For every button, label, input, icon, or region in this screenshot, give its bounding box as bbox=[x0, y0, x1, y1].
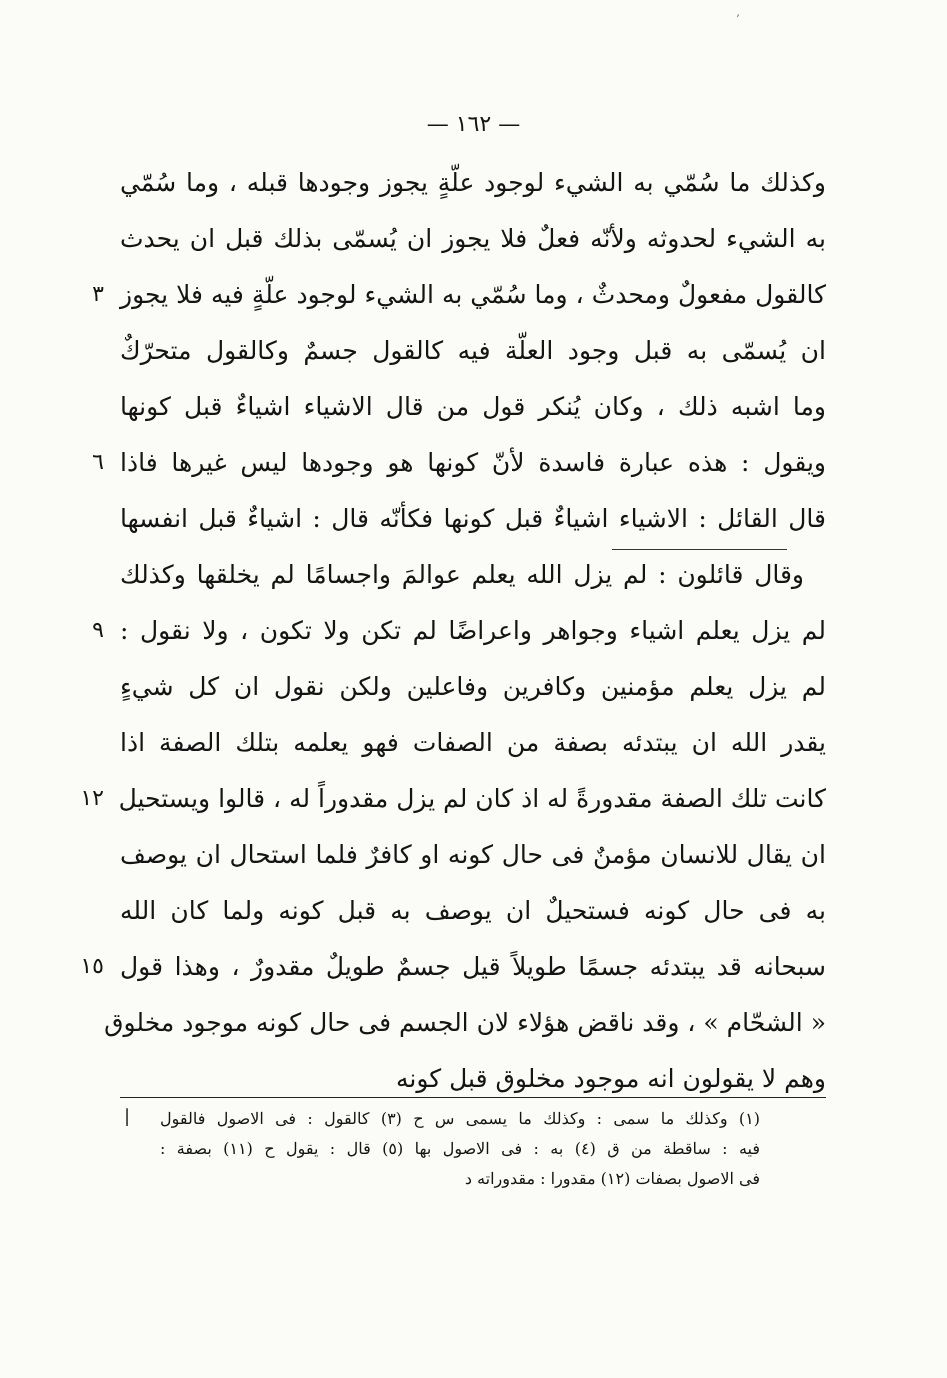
footnote-line: فى الاصول بصفات (١٢) مقدورا : مقدوراته د bbox=[464, 1169, 760, 1188]
text-line bbox=[92, 435, 826, 491]
line-text: وكذلك ما سُمّي به الشيء لوجود علّةٍ يجوز وجودها قبله ، وما سُمّي bbox=[120, 168, 826, 197]
text-line bbox=[120, 323, 826, 379]
line-text: وهم لا يقولون انه موجود مخلوق قبل كونه bbox=[395, 1064, 826, 1093]
footnote-bar: | bbox=[124, 1106, 131, 1127]
text-line bbox=[120, 155, 826, 211]
section-separator bbox=[612, 549, 787, 550]
line-number: ٣ bbox=[92, 282, 104, 307]
text-line-last bbox=[120, 1051, 826, 1107]
text-line bbox=[92, 603, 826, 659]
line-text: لم يزل يعلم مؤمنين وكافرين وفاعلين ولكن نقول ان كل شيءٍ bbox=[120, 672, 826, 701]
text-line bbox=[80, 939, 826, 995]
line-text: به فى حال كونه فستحيلٌ ان يوصف به قبل كونه ولما كان الله bbox=[120, 896, 826, 925]
footnotes bbox=[124, 1104, 761, 1194]
line-number: ١٢ bbox=[80, 786, 104, 811]
line-text: لم يزل يعلم اشياء وجواهر واعراضًا لم تكن ولا تكون ، ولا نقول : bbox=[120, 616, 826, 645]
text-line bbox=[120, 659, 826, 715]
line-text: كالقول مفعولٌ ومحدثٌ ، وما سُمّي به الشيء لوجود علّةٍ فيه فلا يجوز bbox=[120, 280, 826, 309]
text-line bbox=[80, 771, 826, 827]
text-line bbox=[104, 995, 826, 1051]
line-text: « الشحّام » ، وقد ناقض هؤلاء لان الجسم فى حال كونه موجود مخلوق bbox=[104, 1008, 826, 1037]
line-text: به الشيء لحدوثه ولأنّه فعلٌ فلا يجوز ان يُسمّى بذلك قبل ان يحدث bbox=[120, 224, 826, 253]
text-line bbox=[120, 379, 826, 435]
page-corner-mark: ʼ bbox=[736, 14, 740, 25]
line-text: ان يقال للانسان مؤمنٌ فى حال كونه او كافرٌ فلما استحال ان يوصف bbox=[120, 840, 826, 869]
line-text: ان يُسمّى به قبل وجود العلّة فيه كالقول جسمٌ وكالقول متحرّكٌ bbox=[120, 336, 826, 365]
text-line bbox=[92, 267, 826, 323]
footnote-line: فيه : ساقطة من ق (٤) به : فى الاصول بها (٥) قال : يقول ح (١١) بصفة : bbox=[160, 1139, 761, 1158]
text-line bbox=[120, 491, 826, 547]
line-text: قال القائل : الاشياء اشياءٌ قبل كونها فكأنّه قال : اشياءٌ قبل انفسها bbox=[120, 504, 826, 533]
main-text bbox=[80, 155, 826, 1107]
line-text: سبحانه قد يبتدئه جسمًا طويلاً قيل جسمٌ طويلٌ مقدورٌ ، وهذا قول bbox=[120, 952, 826, 981]
line-number: ٦ bbox=[92, 450, 104, 475]
footnote-line: (١) وكذلك ما سمى : وكذلك ما يسمى س ح (٣) كالقول : فى الاصول فالقول bbox=[160, 1109, 760, 1128]
text-line bbox=[120, 547, 826, 603]
text-line bbox=[120, 827, 826, 883]
text-line bbox=[120, 715, 826, 771]
line-text: وما اشبه ذلك ، وكان يُنكر قول من قال الاشياء اشياءٌ قبل كونها bbox=[120, 392, 826, 421]
line-text: يقدر الله ان يبتدئه بصفة من الصفات فهو يعلمه بتلك الصفة اذا bbox=[120, 728, 826, 757]
text-line bbox=[120, 883, 826, 939]
line-text: كانت تلك الصفة مقدورةً له اذ كان لم يزل مقدوراً له ، قالوا ويستحيل bbox=[118, 784, 826, 813]
line-number: ٩ bbox=[92, 618, 104, 643]
line-text: ويقول : هذه عبارة فاسدة لأنّ كونها هو وجودها ليس غيرها فاذا bbox=[120, 448, 826, 477]
line-number: ١٥ bbox=[80, 954, 104, 979]
footnote-rule bbox=[120, 1097, 826, 1098]
line-text: وقال قائلون : لم يزل الله يعلم عوالمَ واجسامًا لم يخلقها وكذلك bbox=[120, 560, 804, 589]
text-line bbox=[120, 211, 826, 267]
page-number: — ١٦٢ — bbox=[426, 112, 521, 137]
